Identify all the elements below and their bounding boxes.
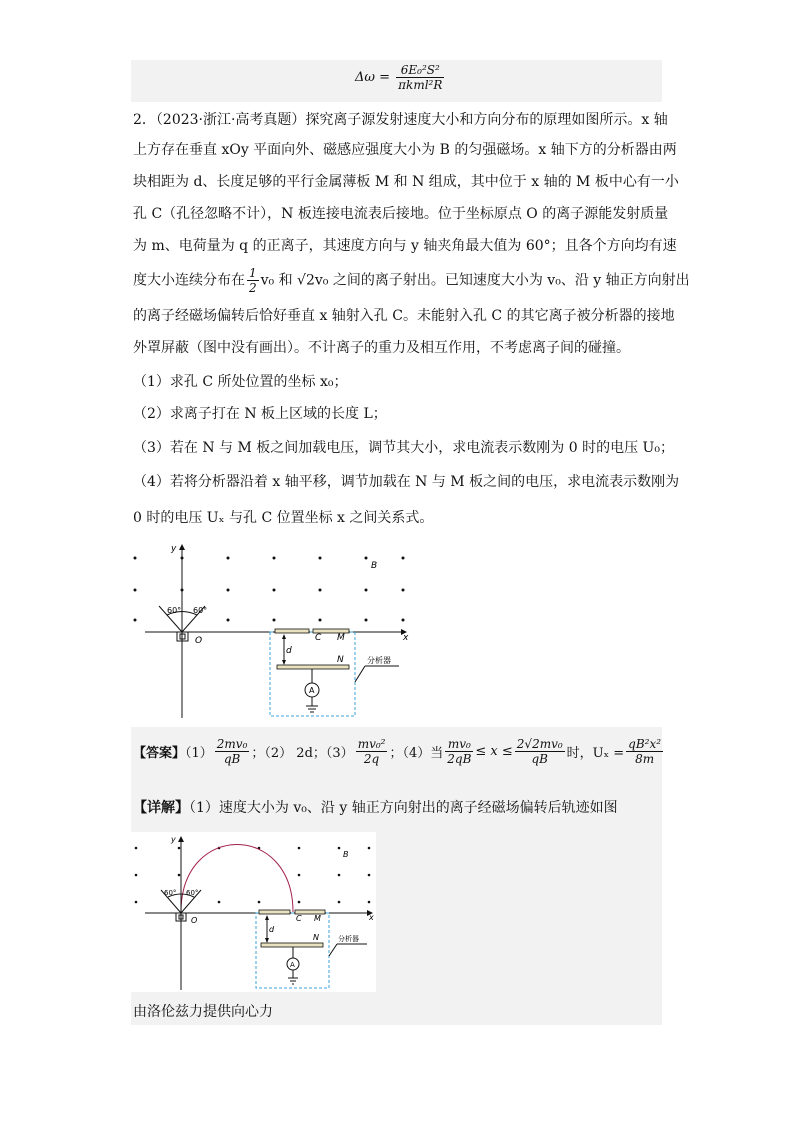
detail-caption: 由洛伦兹力提供向心力 xyxy=(133,1004,273,1020)
analyzer-pointer xyxy=(355,666,365,682)
svg-text:A: A xyxy=(290,961,295,969)
label-60-right: 60° xyxy=(193,606,208,615)
label-x: x xyxy=(403,633,409,643)
problem-line-3: 块相距为 d、长度足够的平行金属薄板 M 和 N 组成，其中位于 x 轴的 M 板中心有一小 xyxy=(133,174,679,190)
label-d: d xyxy=(286,646,292,656)
figure-trajectory xyxy=(131,832,376,992)
y-arrow xyxy=(179,544,185,550)
problem-line-8: 外罩屏蔽（图中没有画出）。不计离子的重力及相互作用，不考虑离子间的碰撞。 xyxy=(133,340,630,356)
question-2: （2）求离子打在 N 板上区域的长度 L； xyxy=(133,406,387,422)
label-b: B xyxy=(371,561,378,571)
detail-label: 【详解】 xyxy=(133,800,189,816)
problem-line-6: 度大小连续分布在 $\frac{1}{2}$ v₀ 和 √2v₀ 之间的离子射出。已知速度大小为 v₀、沿 y 轴正方向射出 xyxy=(133,266,690,295)
svg-text:B: B xyxy=(343,850,349,859)
fraction-half: $\frac{1}{2}$ xyxy=(249,266,257,295)
label-m: M xyxy=(337,633,345,643)
svg-text:M: M xyxy=(314,914,321,923)
answer-label: 【答案】 xyxy=(133,746,186,761)
problem-line-1: 2．（2023·浙江·高考真题）探究离子源发射速度大小和方向分布的原理如图所示。x 轴 xyxy=(133,112,668,128)
question-4-cont: 0 时的电压 Uₓ 与孔 C 位置坐标 x 之间关系式。 xyxy=(133,510,434,526)
svg-text:d: d xyxy=(269,925,275,934)
question-3: （3）若在 N 与 M 板之间加载电压，调节其大小，求电流表示数刚为 0 时的电压 U₀； xyxy=(133,440,674,456)
svg-text:O: O xyxy=(191,916,198,925)
svg-text:60°: 60° xyxy=(164,889,177,897)
svg-text:y: y xyxy=(171,835,176,844)
question-1: （1）求孔 C 所处位置的坐标 x₀； xyxy=(133,374,348,390)
problem-line-5: 为 m、电荷量为 q 的正离子，其速度方向与 y 轴夹角最大值为 60°；且各个方向均有速 xyxy=(133,238,677,254)
label-analyzer: 分析器 xyxy=(367,656,391,665)
problem-line-4: 孔 C（孔径忽略不计），N 板连接电流表后接地。位于坐标原点 O 的离子源能发射质量 xyxy=(133,206,669,222)
problem-line-2: 上方存在垂直 xOy 平面向外、磁感应强度大小为 B 的匀强磁场。x 轴下方的分析器由两 xyxy=(133,142,677,158)
plate-m-left xyxy=(275,629,309,633)
answer-line: 【答案】（1） $\frac{\text{2mv₀}}{qB}$ ；（2） 2d；（3） $\frac{\text{mv₀²}}{2q}$ ；（4）当 $\frac{\text{mv₀}}{2qB}$ ≤ x ≤ $\frac{\text{2√2mv₀}}{qB}$ 时，Uₓ = $\frac{\text{qB²x²}}{8m}$ xyxy=(133,737,662,766)
label-n: N xyxy=(337,655,344,665)
svg-text:60°: 60° xyxy=(186,889,199,897)
detail-line: 【详解】（1）速度大小为 v₀、沿 y 轴正方向射出的离子经磁场偏转后轨迹如图 xyxy=(133,800,618,816)
svg-text:分析器: 分析器 xyxy=(338,935,359,943)
label-60-left: 60° xyxy=(167,606,182,615)
svg-text:N: N xyxy=(313,933,319,942)
label-a: A xyxy=(309,686,315,695)
svg-text:C: C xyxy=(296,914,302,923)
problem-line-7: 的离子经磁场偏转后恰好垂直 x 轴射入孔 C。未能射入孔 C 的其它离子被分析器的接地 xyxy=(133,308,675,324)
figure-problem xyxy=(131,540,416,722)
label-y: y xyxy=(171,544,177,554)
formula-delta-omega: Δω = $\frac{\text{6E₀²S²}}{\text{πkml²R}}$ xyxy=(355,63,443,92)
plate-n xyxy=(277,665,349,669)
svg-text:x: x xyxy=(369,913,374,922)
label-c: C xyxy=(315,633,322,643)
question-4: （4）若将分析器沿着 x 轴平移，调节加载在 N 与 M 板之间的电压，求电流表示数刚为 xyxy=(133,474,680,490)
ion-trajectory xyxy=(181,845,293,913)
label-o: O xyxy=(195,636,203,646)
